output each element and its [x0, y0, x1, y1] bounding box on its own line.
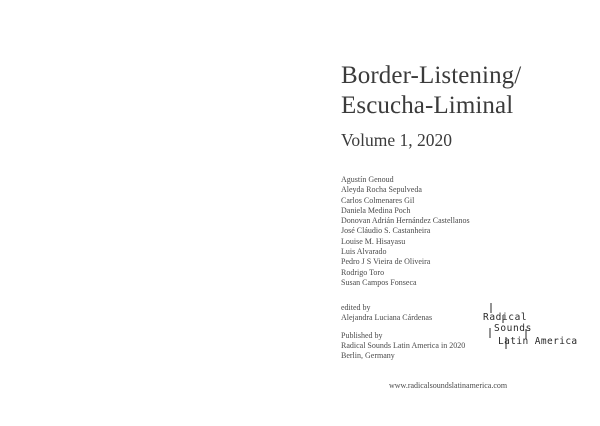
publisher-name: Radical Sounds Latin America in 2020	[341, 341, 466, 350]
website-url: www.radicalsoundslatinamerica.com	[389, 381, 508, 390]
author-list	[341, 175, 470, 288]
volume-label: Volume 1, 2020	[341, 130, 452, 150]
title-line-1: Border-Listening/	[341, 62, 522, 89]
radical-sounds-logo	[468, 293, 578, 357]
author-item: José Cláudio S. Castanheira	[341, 226, 431, 236]
author-item: Rodrigo Toro	[341, 267, 385, 277]
logo-line-1: Radical	[483, 312, 528, 323]
publisher-info	[341, 331, 465, 361]
published-by-label: Published by	[341, 331, 383, 340]
editor-name: Alejandra Luciana Cárdenas	[341, 313, 433, 322]
author-item: Donovan Adrián Hernández Castellanos	[341, 216, 470, 226]
author-item: Louise M. Hisayasu	[341, 236, 406, 246]
logo-line-2: Sounds	[494, 323, 532, 334]
edited-by-label: edited by	[341, 303, 371, 312]
publisher-location: Berlin, Germany	[341, 351, 395, 360]
title-line-2: Escucha-Liminal	[341, 92, 514, 119]
logo-graphic	[468, 293, 578, 357]
author-item: Pedro J S Vieira de Oliveira	[341, 257, 431, 267]
author-item: Daniela Medina Poch	[341, 205, 411, 215]
logo-line-3: Latin America	[498, 336, 578, 347]
author-item: Agustín Genoud	[341, 175, 394, 184]
book-title	[341, 61, 521, 121]
author-item: Susan Campos Fonseca	[341, 277, 417, 287]
author-item: Carlos Colmenares Gil	[341, 195, 415, 205]
author-item: Luis Alvarado	[341, 247, 387, 257]
author-item: Aleyda Rocha Sepulveda	[341, 185, 422, 195]
editor-credit	[341, 303, 432, 323]
